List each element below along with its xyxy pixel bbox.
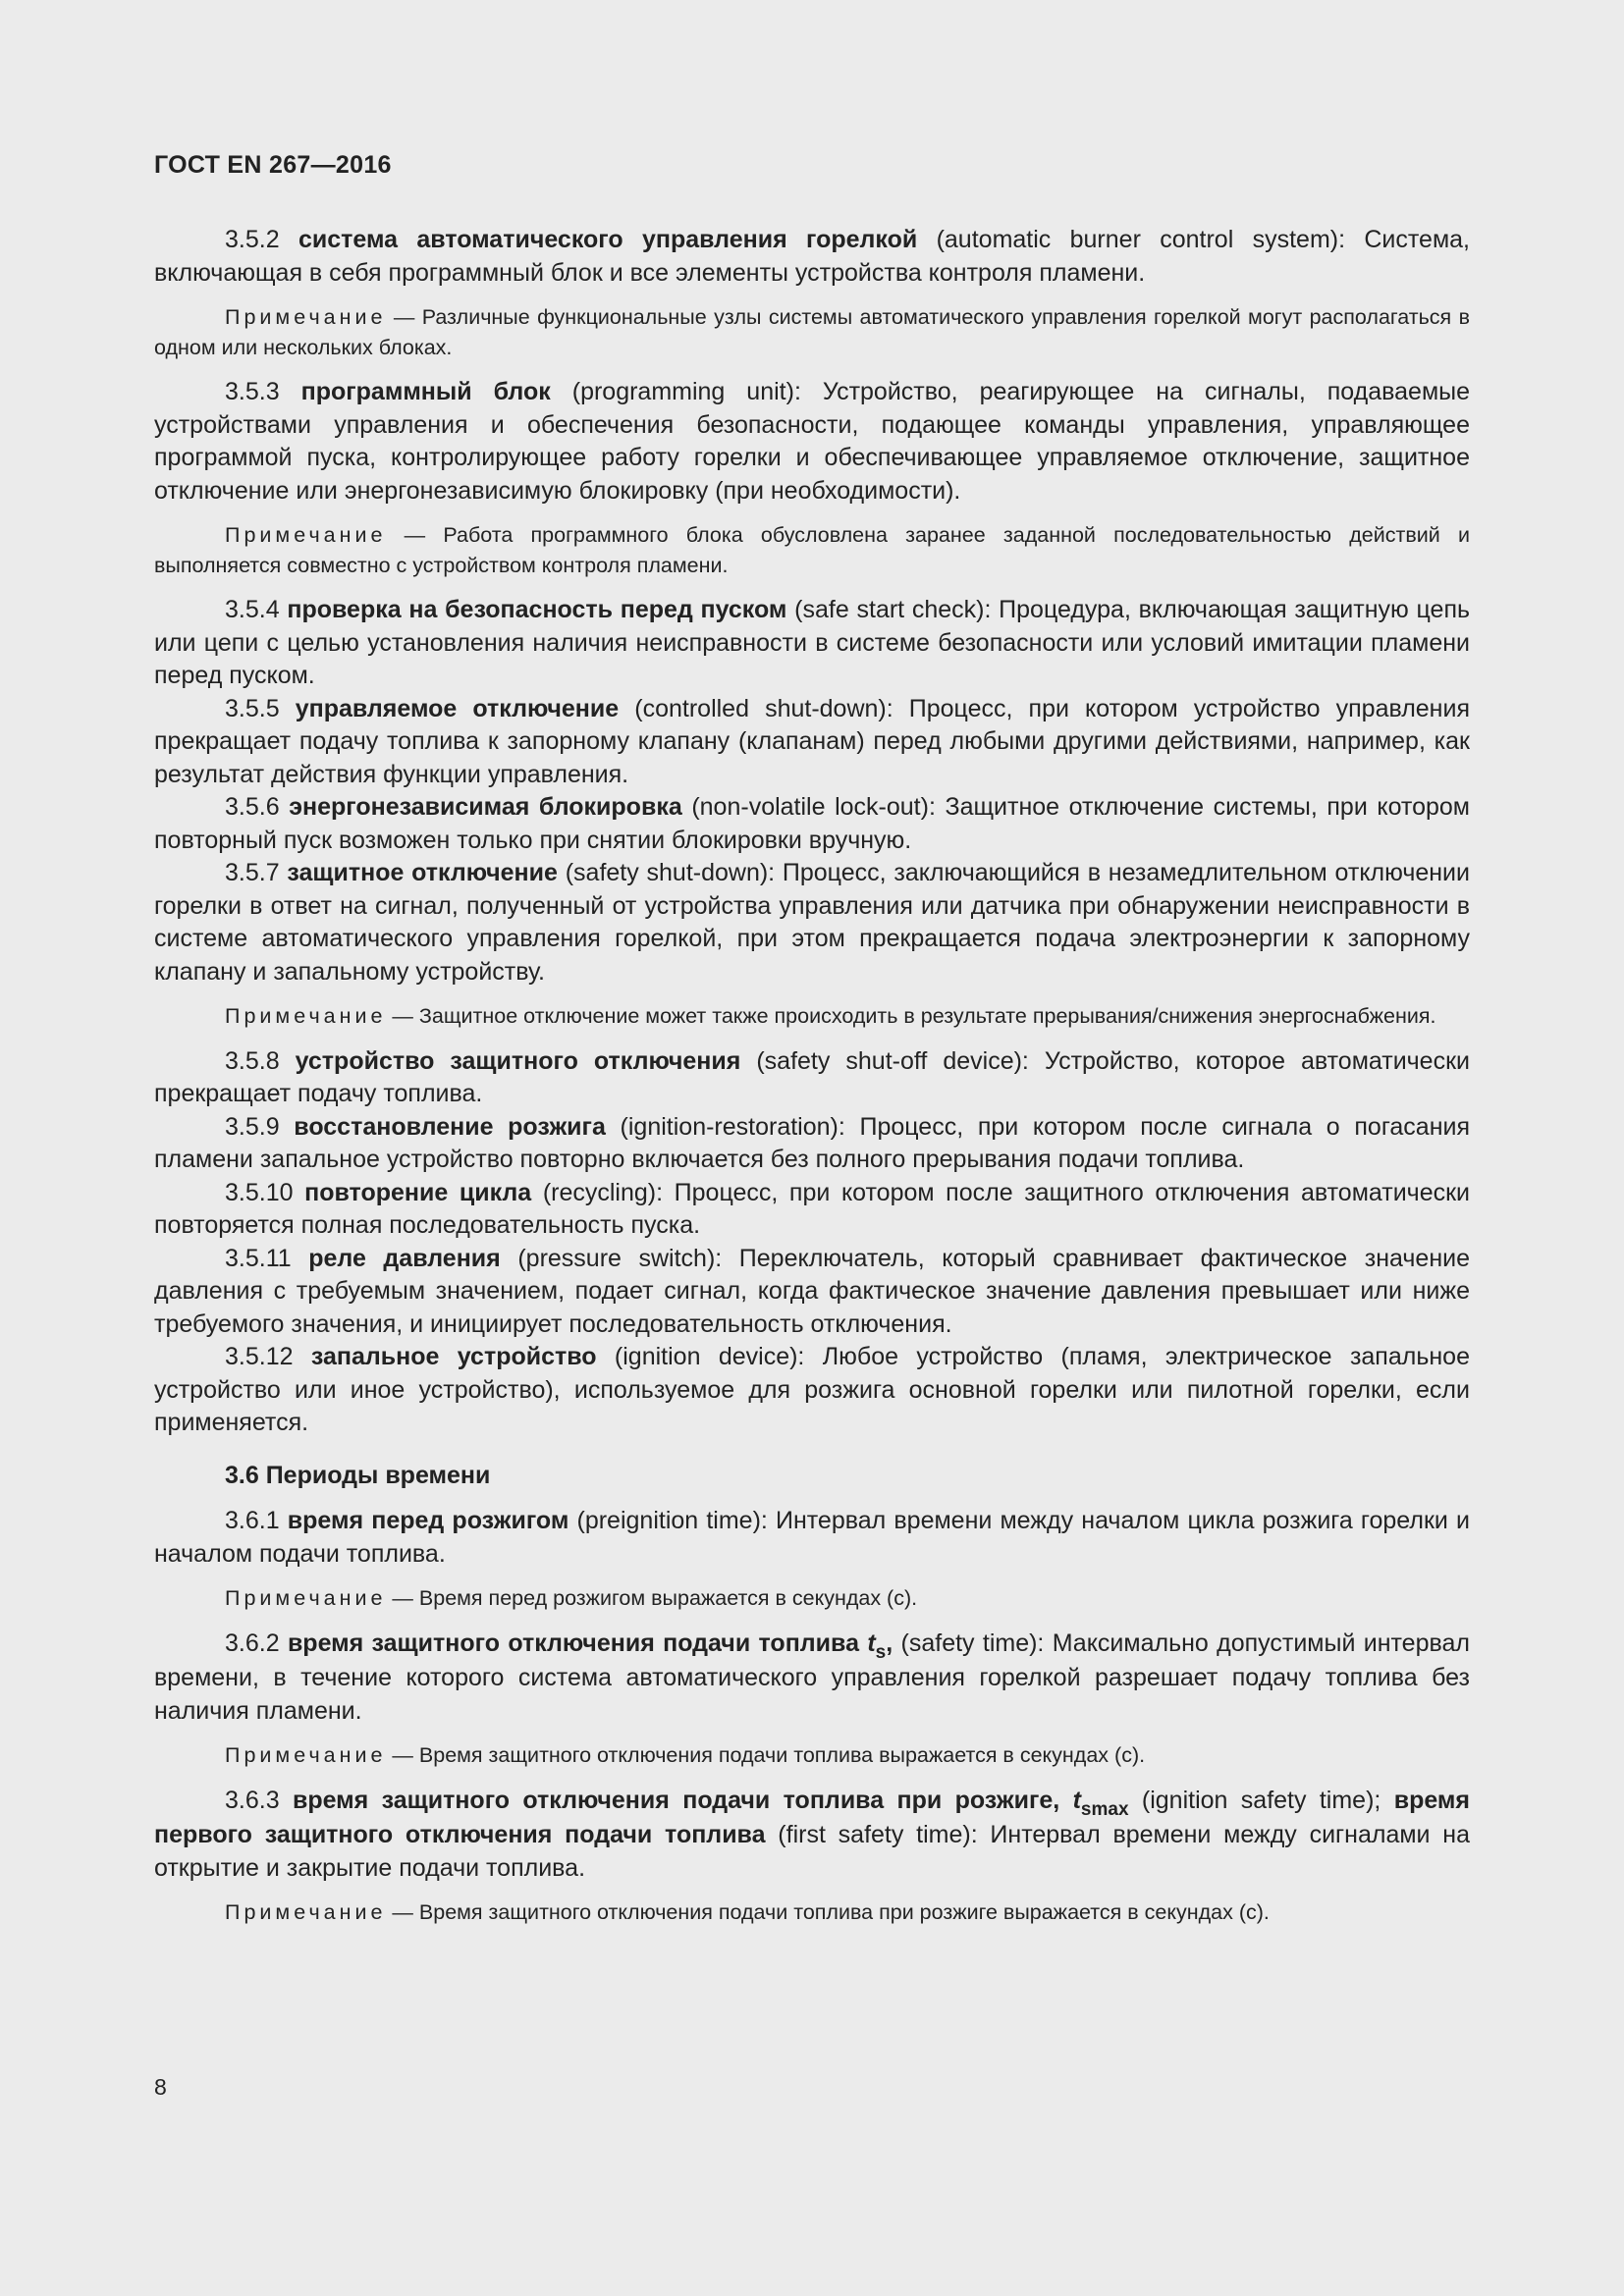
term-text: время защитного отключения подачи топлива при розжиге, xyxy=(292,1786,1073,1814)
definition: (automatic burner control system): Система, включающая в себя программный блок и все элементы устройства контроля пламени. xyxy=(154,226,1470,287)
term xyxy=(287,1629,893,1663)
term-comma: , xyxy=(886,1629,893,1657)
term: восстановление розжига xyxy=(294,1112,606,1141)
definition: (safety shut-down): Процесс, заключающийся в незамедлительном отключении горелки в ответ на сигнал, полученный от устройства управления или датчика при обнаружении неисправности в системе автоматического управления горелкой, при этом прекращается подача электроэнергии к запорному клапану и запальному устройству. xyxy=(154,859,1470,986)
definition: (pressure switch): Переключатель, который сравнивает фактическое значение давления с требуемым значением, подает сигнал, когда фактическое значение давления превышает или ниже требуемого значения, и инициирует последовательность отключения. xyxy=(154,1244,1470,1338)
term: запальное устройство xyxy=(310,1343,597,1370)
note-text: — Работа программного блока обусловлена заранее заданной последовательностью действий и выполняется совместно с устройством контроля пламени. xyxy=(154,523,1470,577)
term: защитное отключение xyxy=(287,859,558,886)
clause-3-6-1 xyxy=(154,1505,1470,1571)
page-number: 8 xyxy=(154,2074,167,2100)
document-body xyxy=(154,224,1470,1942)
definition: (ignition-restoration): Процесс, при котором после сигнала о погасания пламени запальное устройство повторно включается без полного прерывания подачи топлива. xyxy=(154,1112,1470,1173)
clause-number: 3.5.10 xyxy=(225,1178,294,1206)
symbol: t xyxy=(1072,1786,1081,1814)
definition: (safety shut-off device): Устройство, которое автоматически прекращает подачу топлива. xyxy=(154,1046,1470,1107)
clause-number: 3.5.11 xyxy=(225,1244,292,1272)
definition: (programming unit): Устройство, реагирующее на сигналы, подаваемые устройствами управления и обеспечения безопасности, подающее команды управления, управляющее программой пуска, контролирующее работу горелки и обеспечивающее управляемое отключение, защитное отключение или энергонезависимую блокировку (при необходимости). xyxy=(154,378,1471,505)
clause-number: 3.5.6 xyxy=(225,793,280,821)
clause-3-5-2 xyxy=(154,224,1470,290)
symbol-subscript: smax xyxy=(1080,1798,1129,1820)
note-text: — Время перед розжигом выражается в секундах (с). xyxy=(386,1586,918,1610)
definition: (recycling): Процесс, при котором после защитного отключения автоматически повторяется полная последовательность пуска. xyxy=(154,1178,1470,1239)
definition: (preignition time): Интервал времени между началом цикла розжига горелки и началом подачи топлива. xyxy=(154,1507,1470,1568)
clause-3-5-11 xyxy=(154,1243,1470,1342)
term: устройство защитного отключения xyxy=(295,1046,741,1075)
clause-3-5-7 xyxy=(154,857,1470,988)
note-label: Примечание xyxy=(225,523,387,547)
clause-number: 3.5.2 xyxy=(225,226,280,253)
term-text: время защитного отключения подачи топлива xyxy=(287,1629,868,1657)
note-label: Примечание xyxy=(225,305,387,329)
clause-3-5-10 xyxy=(154,1177,1470,1243)
clause-number: 3.5.9 xyxy=(225,1112,280,1141)
note-3-6-2 xyxy=(154,1740,1470,1771)
note-text: — Время защитного отключения подачи топлива при розжиге выражается в секундах (с). xyxy=(386,1900,1270,1924)
note-text: — Защитное отключение может также происходить в результате прерывания/снижения энергоснабжения. xyxy=(386,1004,1436,1028)
clause-3-5-6 xyxy=(154,791,1470,857)
clause-number: 3.5.12 xyxy=(225,1343,294,1370)
clause-3-5-5 xyxy=(154,693,1470,792)
term-2: время первого защитного отключения подачи топлива xyxy=(154,1786,1470,1848)
note-3-6-1 xyxy=(154,1583,1470,1614)
term: повторение цикла xyxy=(304,1178,532,1206)
clause-3-6-3 xyxy=(154,1785,1470,1886)
definition: (non-volatile lock-out): Защитное отключение системы, при котором повторный пуск возможен только при снятии блокировки вручную. xyxy=(154,793,1470,854)
document-header: ГОСТ EN 267—2016 xyxy=(154,151,392,179)
definition: (ignition device): Любое устройство (пламя, электрическое запальное устройство или иное устройство), используемое для розжига основной горелки или пилотной горелки, если применяется. xyxy=(154,1343,1470,1436)
definition-part-2: (first safety time): Интервал времени между сигналами на открытие и закрытие подачи топлива. xyxy=(154,1821,1471,1882)
note-label: Примечание xyxy=(225,1004,387,1028)
note-text: — Различные функциональные узлы системы автоматического управления горелкой могут располагаться в одном или нескольких блоках. xyxy=(154,305,1470,359)
clause-3-5-8 xyxy=(154,1045,1470,1111)
clause-number: 3.5.7 xyxy=(225,859,280,886)
note-3-5-2 xyxy=(154,302,1470,362)
definition: (safety time): Максимально допустимый интервал времени, в течение которого система автоматического управления горелкой разрешает подачу топлива без наличия пламени. xyxy=(154,1629,1470,1725)
term: программный блок xyxy=(300,378,551,405)
term xyxy=(292,1786,1129,1820)
clause-3-5-12 xyxy=(154,1341,1470,1440)
section-heading-3-6: 3.6 Периоды времени xyxy=(225,1461,491,1489)
definition-part-1: (ignition safety time); xyxy=(1128,1786,1394,1814)
term: энергонезависимая блокировка xyxy=(289,793,682,821)
clause-number: 3.5.3 xyxy=(225,378,280,405)
term: система автоматического управления горелкой xyxy=(298,226,918,253)
note-label: Примечание xyxy=(225,1586,387,1610)
clause-number: 3.5.8 xyxy=(225,1046,280,1075)
note-3-6-3 xyxy=(154,1897,1470,1928)
definition: (controlled shut-down): Процесс, при котором устройство управления прекращает подачу топлива к запорному клапану (клапанам) перед любыми другими действиями, например, как результат действия функции управления. xyxy=(154,694,1470,788)
term: проверка на безопасность перед пуском xyxy=(287,596,787,623)
note-3-5-3 xyxy=(154,520,1470,580)
clause-number: 3.6.1 xyxy=(225,1507,280,1534)
term: время перед розжигом xyxy=(287,1507,569,1534)
note-label: Примечание xyxy=(225,1743,387,1767)
symbol: t xyxy=(867,1629,876,1657)
clause-number: 3.5.5 xyxy=(225,694,280,722)
note-label: Примечание xyxy=(225,1900,387,1924)
note-3-5-7 xyxy=(154,1001,1470,1032)
clause-3-5-3 xyxy=(154,376,1470,507)
clause-number: 3.6.2 xyxy=(225,1629,280,1657)
term: управляемое отключение xyxy=(295,694,620,722)
definition: (safe start check): Процедура, включающая защитную цепь или цепи с целью установления наличия неисправности в системе безопасности или условий имитации пламени перед пуском. xyxy=(154,596,1471,689)
clause-number: 3.5.4 xyxy=(225,596,280,623)
clause-3-6-2 xyxy=(154,1628,1470,1729)
term: реле давления xyxy=(308,1244,501,1272)
clause-3-5-9 xyxy=(154,1111,1470,1177)
note-text: — Время защитного отключения подачи топлива выражается в секундах (с). xyxy=(386,1743,1146,1767)
clause-3-5-4 xyxy=(154,594,1470,693)
symbol-subscript: s xyxy=(875,1641,887,1663)
clause-number: 3.6.3 xyxy=(225,1786,280,1814)
